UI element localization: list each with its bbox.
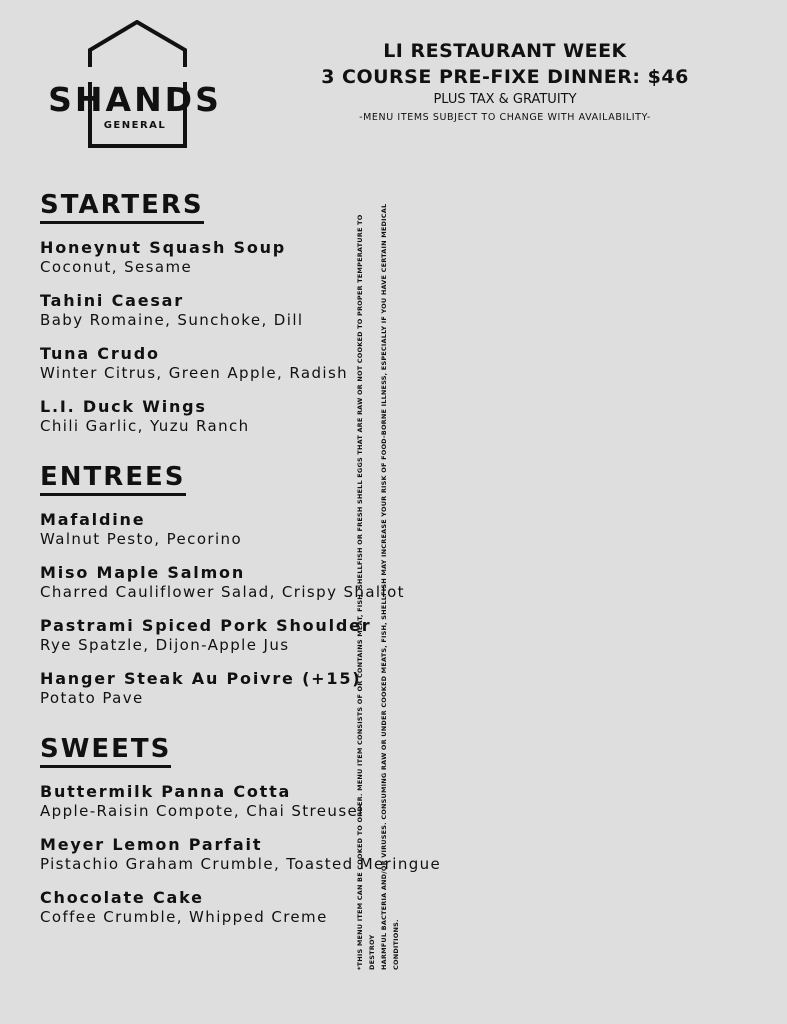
food-safety-disclaimer — [354, 190, 402, 970]
section-title: SWEETS — [40, 734, 171, 768]
disclaimer-line-1: *THIS MENU ITEM CAN BE COOKED TO ORDER. MENU ITEM CONSISTS OF OR CONTAINS MEAT, FISH, SHELLFISH OR FRESH SHELL EGGS THAT ARE RAW OR NOT COOKED TO PROPER TEMPERATURE TO DESTROY — [356, 214, 376, 970]
item-name: L.I. Duck Wings — [40, 397, 207, 416]
item-description: Apple-Raisin Compote, Chai Streusel — [40, 802, 364, 820]
item-description: Coffee Crumble, Whipped Creme — [40, 908, 328, 926]
menu-header — [300, 38, 710, 125]
disclaimer-line-2: HARMFUL BACTERIA AND/OR VIRUSES. CONSUMING RAW OR UNDER COOKED MEATS, FISH, SHELLFISH MAY INCREASE YOUR RISK OF FOOD-BORNE ILLNESS, ESPECIALLY IF YOU HAVE CERTAIN MEDICAL CONDITIONS. — [380, 203, 400, 970]
item-description: Winter Citrus, Green Apple, Radish — [40, 364, 349, 382]
header-note: -MENU ITEMS SUBJECT TO CHANGE WITH AVAILABILITY- — [359, 112, 651, 123]
item-name: Meyer Lemon Parfait — [40, 835, 263, 854]
section-title: ENTREES — [40, 462, 186, 496]
logo-subtitle: GENERAL — [103, 120, 167, 131]
header-title-2: 3 COURSE PRE-FIXE DINNER: $46 — [321, 66, 689, 88]
item-description: Charred Cauliflower Salad, Crispy Shallot — [40, 583, 405, 601]
item-description: Chili Garlic, Yuzu Ranch — [40, 417, 250, 435]
item-name: Honeynut Squash Soup — [40, 238, 287, 257]
item-name: Mafaldine — [40, 510, 146, 529]
header-subtitle: PLUS TAX & GRATUITY — [433, 92, 577, 107]
item-description: Potato Pave — [40, 689, 144, 707]
item-name: Miso Maple Salmon — [40, 563, 246, 582]
item-name: Pastrami Spiced Pork Shoulder — [40, 616, 372, 635]
section-title: STARTERS — [40, 190, 204, 224]
shands-logo — [40, 20, 230, 150]
item-name: Tuna Crudo — [40, 344, 160, 363]
item-name: Chocolate Cake — [40, 888, 204, 907]
header-title-1: LI RESTAURANT WEEK — [383, 40, 627, 62]
item-description: Rye Spatzle, Dijon-Apple Jus — [40, 636, 290, 654]
item-description: Baby Romaine, Sunchoke, Dill — [40, 311, 304, 329]
item-description: Walnut Pesto, Pecorino — [40, 530, 243, 548]
item-name: Hanger Steak Au Poivre (+15) — [40, 669, 362, 688]
item-description: Pistachio Graham Crumble, Toasted Meringue — [40, 855, 442, 873]
logo-wordmark: SHANDS — [48, 80, 222, 119]
item-name: Buttermilk Panna Cotta — [40, 782, 292, 801]
item-description: Coconut, Sesame — [40, 258, 193, 276]
item-name: Tahini Caesar — [40, 291, 184, 310]
